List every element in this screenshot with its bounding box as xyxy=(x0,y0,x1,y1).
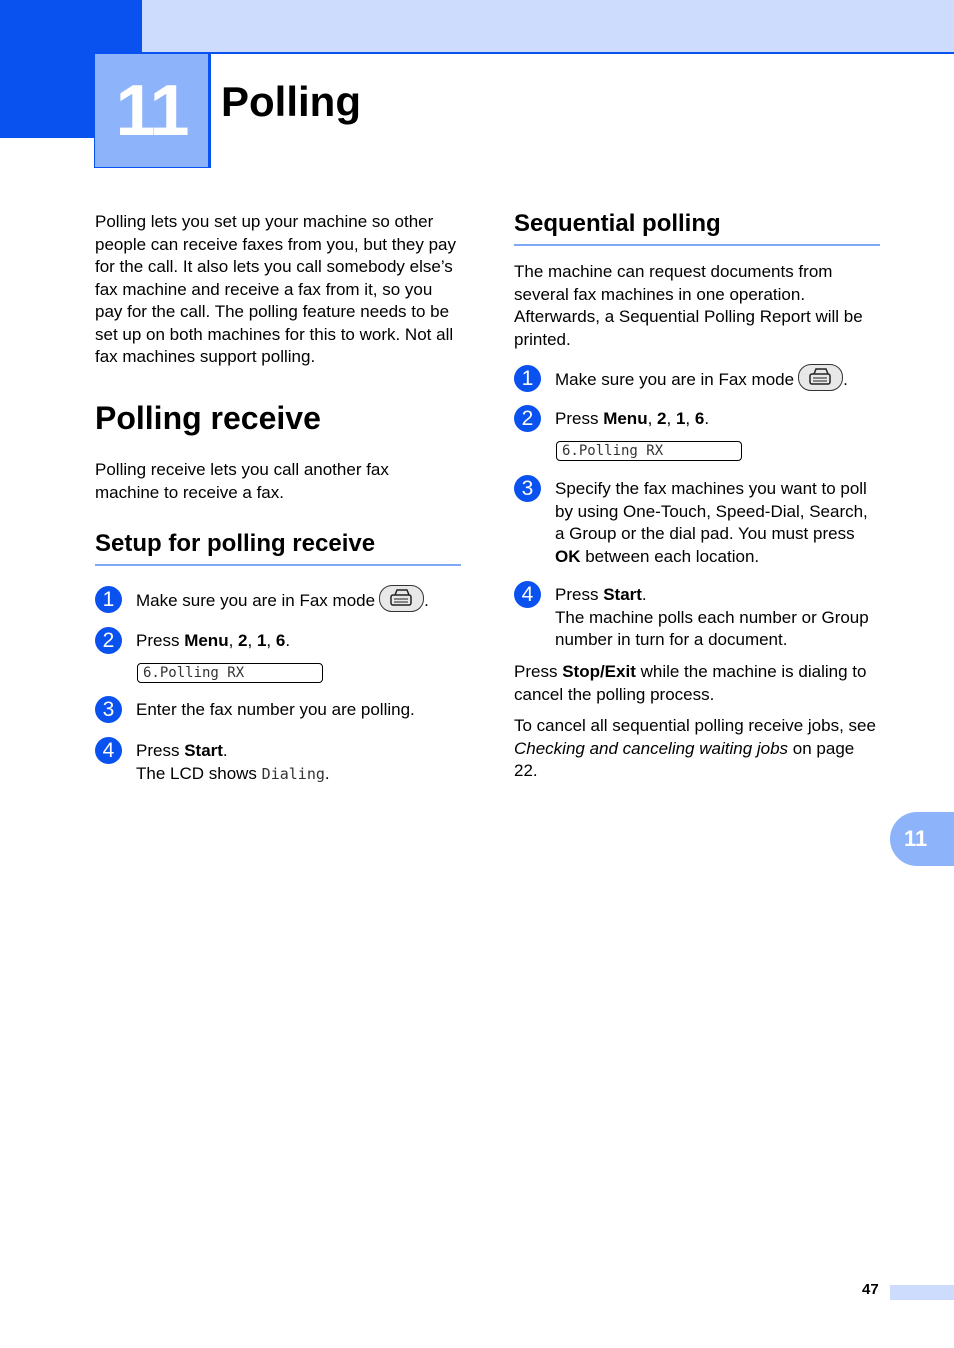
step-number: 2 xyxy=(514,405,541,432)
polling-receive-desc: Polling receive lets you call another fax machine to receive a fax. xyxy=(95,460,389,502)
step-text: Make sure you are in Fax mode xyxy=(136,591,376,610)
cancel-note: To cancel all sequential polling receive jobs, see Checking and canceling waiting jobs on page 22. xyxy=(514,716,876,780)
chapter-side-tab: 11 xyxy=(890,812,954,866)
step-number: 1 xyxy=(95,586,122,613)
header-light-band xyxy=(142,0,954,54)
step-number: 4 xyxy=(95,737,122,764)
sequential-desc: The machine can request documents from several fax machines in one operation. Afterwards, a Sequential Polling Report will be printed. xyxy=(514,262,863,349)
sequential-heading: Sequential polling xyxy=(514,210,880,246)
step-number: 3 xyxy=(514,475,541,502)
start-key: Start xyxy=(603,585,642,604)
fax-mode-button[interactable] xyxy=(379,585,424,612)
start-key: Start xyxy=(184,741,223,760)
setup-heading: Setup for polling receive xyxy=(95,530,461,566)
step-text: Make sure you are in Fax mode xyxy=(555,370,795,389)
ok-key: OK xyxy=(555,546,581,566)
step-number: 2 xyxy=(95,627,122,654)
chapter-number: 11 xyxy=(94,53,209,168)
page-number: 47 xyxy=(862,1281,879,1298)
step-number: 1 xyxy=(514,365,541,392)
step-number: 4 xyxy=(514,581,541,608)
page-number-bar xyxy=(890,1285,954,1300)
fax-icon xyxy=(808,368,832,386)
polling-receive-heading: Polling receive xyxy=(95,400,321,436)
cross-reference-link[interactable]: Checking and canceling waiting jobs xyxy=(514,738,789,758)
stop-exit-key: Stop/Exit xyxy=(562,662,636,681)
lcd-display: 6.Polling RX xyxy=(556,441,742,461)
chapter-title: Polling xyxy=(221,78,361,125)
menu-key: Menu xyxy=(603,409,648,428)
step-number: 3 xyxy=(95,696,122,723)
stop-exit-note: Press Stop/Exit while the machine is dialing to cancel the polling process. xyxy=(514,662,867,704)
fax-icon xyxy=(389,589,413,607)
step-text: Enter the fax number you are polling. xyxy=(136,700,415,719)
fax-mode-button[interactable] xyxy=(798,364,843,391)
lcd-dialing: Dialing xyxy=(261,764,325,783)
lcd-display: 6.Polling RX xyxy=(137,663,323,683)
intro-paragraph: Polling lets you set up your machine so other people can receive faxes from you, but they pay for the call. It also lets you call somebody else’s fax machine and receive a fax from it, so you pay for the call. The polling feature needs to be set up on both machines for this to work. Not all fax machines support polling. xyxy=(95,212,456,366)
menu-key: Menu xyxy=(184,631,229,650)
chapter-divider xyxy=(209,53,211,168)
